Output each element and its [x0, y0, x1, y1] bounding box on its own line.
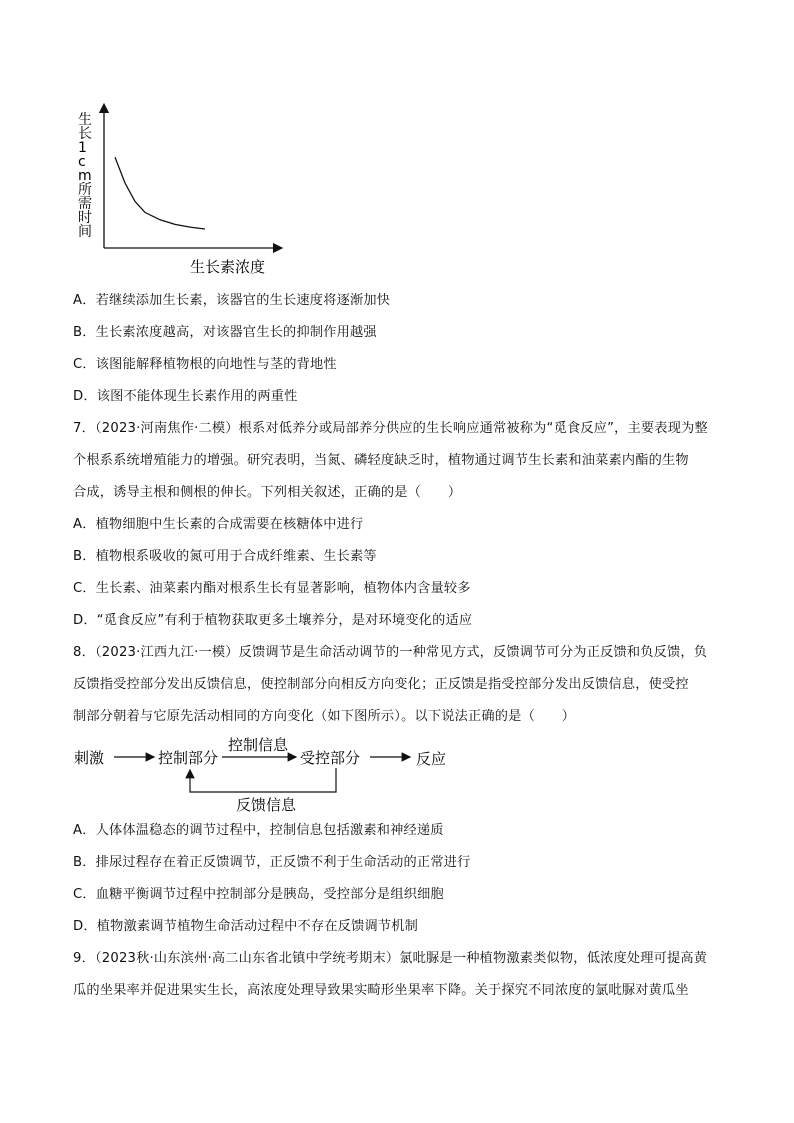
y-axis-label-char: 时 [78, 210, 92, 226]
q6-option-c: C．该图能解释植物根的向地性与茎的背地性 [73, 357, 337, 372]
q8-stem-line-2: 反馈指受控部分发出反馈信息，使控制部分向相反方向变化；正反馈是指受控部分发出反馈信息，使受控 [73, 677, 689, 692]
y-axis-label-char: 所 [78, 182, 92, 198]
y-axis-label-char: 长 [78, 126, 92, 142]
q6-option-d: D．该图不能体现生长素作用的两重性 [73, 389, 298, 404]
response-label: 反应 [416, 750, 447, 768]
stimulus-label: 刺激 [74, 749, 105, 767]
x-axis-label: 生长素浓度 [190, 258, 266, 276]
q7-option-c: C．生长素、油菜素内酯对根系生长有显著影响，植物体内含量较多 [73, 581, 471, 596]
controlled-part-label: 受控部分 [300, 749, 361, 767]
q8-option-a: A．人体体温稳态的调节过程中，控制信息包括激素和神经递质 [73, 823, 444, 838]
q8-stem-line-3: 制部分朝着与它原先活动相同的方向变化（如下图所示）。以下说法正确的是（ ） [73, 709, 576, 724]
y-axis-label-char: c [78, 154, 86, 170]
q6-option-b: B．生长素浓度越高，对该器官生长的抑制作用越强 [73, 325, 377, 340]
feedback-arrow [190, 768, 336, 792]
q9-stem-line-1: 9．（2023秋·山东滨州·高二山东省北镇中学统考期末）氯吡脲是一种植物激素类似物，低浓度处理可提高黄 [73, 951, 708, 966]
q7-stem-line-3: 合成，诱导主根和侧根的伸长。下列相关叙述，正确的是（ ） [73, 485, 462, 500]
q7-option-b: B．植物根系吸收的氮可用于合成纤维素、生长素等 [73, 549, 377, 564]
q8-stem-line-1: 8．（2023·江西九江·一模）反馈调节是生命活动调节的一种常见方式，反馈调节可分为正反馈和负反馈，负 [73, 645, 708, 660]
q6-option-a: A．若继续添加生长素，该器官的生长速度将逐渐加快 [73, 293, 391, 308]
q8-option-d: D．植物激素调节植物生命活动过程中不存在反馈调节机制 [73, 919, 419, 934]
q7-stem-line-2: 个根系系统增殖能力的增强。研究表明，当氮、磷轻度缺乏时，植物通过调节生长素和油菜素内酯的生物 [73, 453, 689, 468]
y-axis-label-char: 间 [78, 224, 92, 240]
q7-stem-line-1: 7．（2023·河南焦作·二模）根系对低养分或局部养分供应的生长响应通常被称为“觅食反应”，主要表现为整 [73, 421, 708, 436]
q8-option-c: C．血糖平衡调节过程中控制部分是胰岛，受控部分是组织细胞 [73, 887, 444, 902]
control-part-label: 控制部分 [158, 749, 219, 767]
y-axis-label-char: m [78, 168, 92, 184]
q8-option-b: B．排尿过程存在着正反馈调节，正反馈不利于生命活动的正常进行 [73, 855, 471, 870]
y-axis-label-char: 需 [78, 196, 92, 212]
feedback-diagram [70, 728, 470, 818]
y-axis-label [78, 111, 92, 240]
q9-stem-line-2: 瓜的坐果率并促进果实生长，高浓度处理导致果实畸形坐果率下降。关于探究不同浓度的氯吡脲对黄瓜坐 [73, 983, 689, 998]
growth-time-chart [70, 100, 290, 280]
q7-option-d: D．“觅食反应”有利于植物获取更多土壤养分，是对环境变化的适应 [73, 613, 473, 628]
y-axis-label-char: 1 [78, 140, 87, 156]
y-axis-label-char: 生 [78, 112, 92, 128]
feedback-label: 反馈信息 [236, 796, 297, 814]
control-info-label: 控制信息 [228, 736, 289, 754]
growth-curve [115, 157, 205, 229]
q7-option-a: A．植物细胞中生长素的合成需要在核糖体中进行 [73, 517, 364, 532]
